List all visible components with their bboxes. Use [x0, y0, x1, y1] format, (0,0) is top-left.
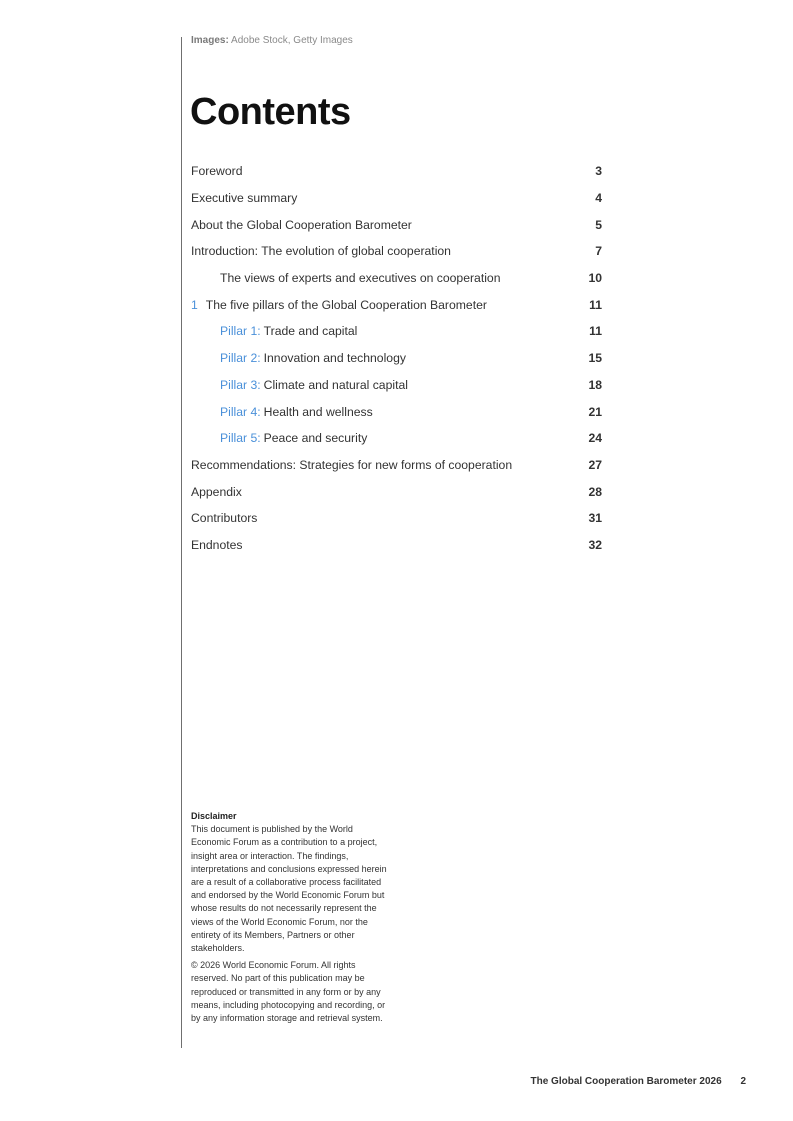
toc-item-page: 3 [595, 164, 602, 179]
toc-item-executive-summary[interactable] [191, 185, 602, 212]
copyright-text: © 2026 World Economic Forum. All rights reserved. No part of this publication may be reproduced or transmitted in any form or by any means, including photocopying and recording, or by any information storage and retrieval system. [191, 960, 386, 1024]
toc-item-text: Appendix [191, 484, 242, 499]
toc-item-page: 15 [588, 351, 602, 366]
footer-page-number: 2 [740, 1076, 746, 1087]
toc-item-page: 21 [588, 404, 602, 419]
footer-doc-title: The Global Cooperation Barometer 2026 [530, 1076, 722, 1087]
toc-item-text: Endnotes [191, 537, 243, 552]
page-title: Contents [190, 91, 351, 133]
image-credits-label: Images: [191, 35, 229, 46]
toc-item-pillar-5[interactable] [191, 425, 602, 452]
toc-item-endnotes[interactable] [191, 532, 602, 559]
toc-item-text: Executive summary [191, 191, 298, 206]
toc-item-pillar-3[interactable] [191, 372, 602, 399]
toc-item-text: About the Global Cooperation Barometer [191, 217, 412, 232]
toc-item-page: 4 [595, 191, 602, 206]
toc-item-text: Trade and capital [263, 324, 358, 339]
toc-item-about[interactable] [191, 211, 602, 238]
toc-pillar-label: Pillar 3: [220, 377, 261, 392]
toc-item-appendix[interactable] [191, 478, 602, 505]
toc-item-page: 5 [595, 217, 602, 232]
toc-item-recommendations[interactable] [191, 452, 602, 479]
toc-pillar-label: Pillar 5: [220, 431, 261, 446]
toc-item-text: The five pillars of the Global Cooperation Barometer [205, 297, 487, 312]
toc-item-text: Peace and security [263, 431, 368, 446]
disclaimer-title: Disclaimer [191, 811, 237, 821]
toc-item-text: The views of experts and executives on cooperation [220, 271, 501, 286]
page-footer [530, 1076, 746, 1087]
toc-item-pillar-4[interactable] [191, 398, 602, 425]
toc-item-text: Recommendations: Strategies for new forms of cooperation [191, 457, 513, 472]
toc-pillar-label: Pillar 1: [220, 324, 261, 339]
toc-item-page: 7 [595, 244, 602, 259]
disclaimer-text: This document is published by the World Economic Forum as a contribution to a project, insight area or interaction. The findings, interpretations and conclusions expressed herein are a result of a collaborative process facilitated and endorsed by the World Economic Forum but whose results do not necessarily represent the views of the World Economic Forum, nor the entirety of its Members, Partners or other stakeholders. [191, 824, 387, 954]
toc-item-text: Introduction: The evolution of global cooperation [191, 244, 451, 259]
margin-rule [181, 37, 182, 1048]
toc-item-page: 32 [588, 537, 602, 552]
toc-item-page: 11 [589, 297, 602, 312]
table-of-contents [191, 158, 602, 558]
toc-item-pillar-1[interactable] [191, 318, 602, 345]
image-credits-text: Adobe Stock, Getty Images [231, 35, 353, 46]
toc-item-text: Contributors [191, 511, 258, 526]
toc-item-views-of-experts[interactable] [191, 265, 602, 292]
toc-item-five-pillars[interactable] [191, 291, 602, 318]
toc-item-foreword[interactable] [191, 158, 602, 185]
toc-section-number: 1 [191, 297, 198, 312]
toc-item-pillar-2[interactable] [191, 345, 602, 372]
toc-item-text: Climate and natural capital [263, 377, 408, 392]
toc-pillar-label: Pillar 4: [220, 404, 261, 419]
toc-item-page: 11 [589, 324, 602, 339]
toc-item-introduction[interactable] [191, 238, 602, 265]
toc-item-page: 18 [588, 377, 602, 392]
toc-item-page: 24 [588, 431, 602, 446]
toc-item-contributors[interactable] [191, 505, 602, 532]
toc-item-text: Health and wellness [263, 404, 373, 419]
toc-item-text: Foreword [191, 164, 243, 179]
toc-item-page: 31 [588, 511, 602, 526]
toc-item-page: 28 [588, 484, 602, 499]
disclaimer [191, 810, 391, 1029]
toc-item-text: Innovation and technology [263, 351, 406, 366]
toc-pillar-label: Pillar 2: [220, 351, 261, 366]
toc-item-page: 10 [588, 271, 602, 286]
image-credits [191, 35, 353, 46]
toc-item-page: 27 [588, 457, 602, 472]
